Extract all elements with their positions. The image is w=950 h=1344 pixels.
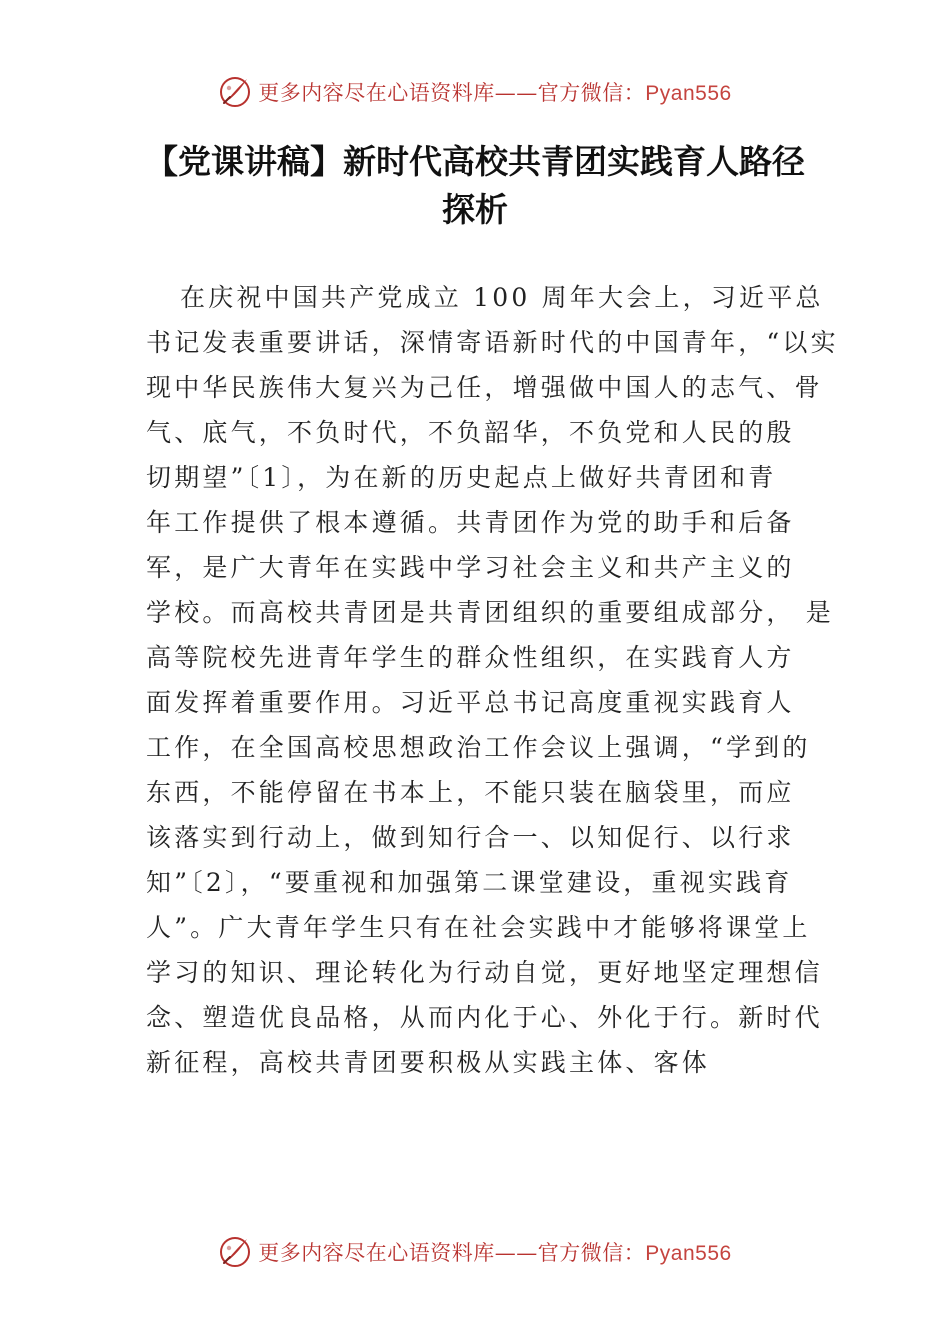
body-line: 面发挥着重要作用。习近平总书记高度重视实践育人: [146, 688, 795, 717]
body-line: 新征程，高校共青团要积极从实践主体、客体: [146, 1048, 711, 1077]
body-line: 军，是广大青年在实践中学习社会主义和共产主义的: [146, 553, 795, 582]
header-banner: [0, 70, 950, 114]
quill-logo-icon: [218, 1235, 252, 1269]
body-line: 学习的知识、理论转化为行动自觉，更好地坚定理想信: [146, 958, 823, 987]
body-line: 现中华民族伟大复兴为己任，增强做中国人的志气、骨: [146, 373, 823, 402]
body-line: 气、底气，不负时代，不负韶华，不负党和人民的殷: [146, 418, 795, 447]
body-line: 高等院校先进青年学生的群众性组织，在实践育人方: [146, 643, 795, 672]
document-title: [100, 138, 850, 234]
body-line: 书记发表重要讲话，深情寄语新时代的中国青年，“以实: [146, 328, 839, 357]
banner-text: 更多内容尽在心语资料库——官方微信：Pyan556: [258, 81, 732, 105]
document-body: [146, 275, 839, 1085]
body-line: 在庆祝中国共产党成立 100 周年大会上，习近平总: [180, 283, 824, 312]
body-line: 念、塑造优良品格，从而内化于心、外化于行。新时代: [146, 1003, 823, 1032]
body-line: 切期望”〔1〕，为在新的历史起点上做好共青团和青: [146, 463, 777, 492]
title-line-2: 探析: [442, 190, 508, 229]
footer-banner: [0, 1230, 950, 1274]
body-line: 年工作提供了根本遵循。共青团作为党的助手和后备: [146, 508, 795, 537]
title-line-1: 【党课讲稿】新时代高校共青团实践育人路径: [145, 142, 805, 181]
body-line: 学校。而高校共青团是共青团组织的重要组成部分， 是: [146, 598, 834, 627]
body-line: 工作，在全国高校思想政治工作会议上强调，“学到的: [146, 733, 811, 762]
body-line: 该落实到行动上，做到知行合一、以知促行、以行求: [146, 823, 795, 852]
quill-logo-icon: [218, 75, 252, 109]
body-line: 人”。广大青年学生只有在社会实践中才能够将课堂上: [146, 913, 811, 942]
banner-text: 更多内容尽在心语资料库——官方微信：Pyan556: [258, 1241, 732, 1265]
body-line: 知”〔2〕，“要重视和加强第二课堂建设，重视实践育: [146, 868, 793, 897]
body-line: 东西，不能停留在书本上，不能只装在脑袋里，而应: [146, 778, 795, 807]
